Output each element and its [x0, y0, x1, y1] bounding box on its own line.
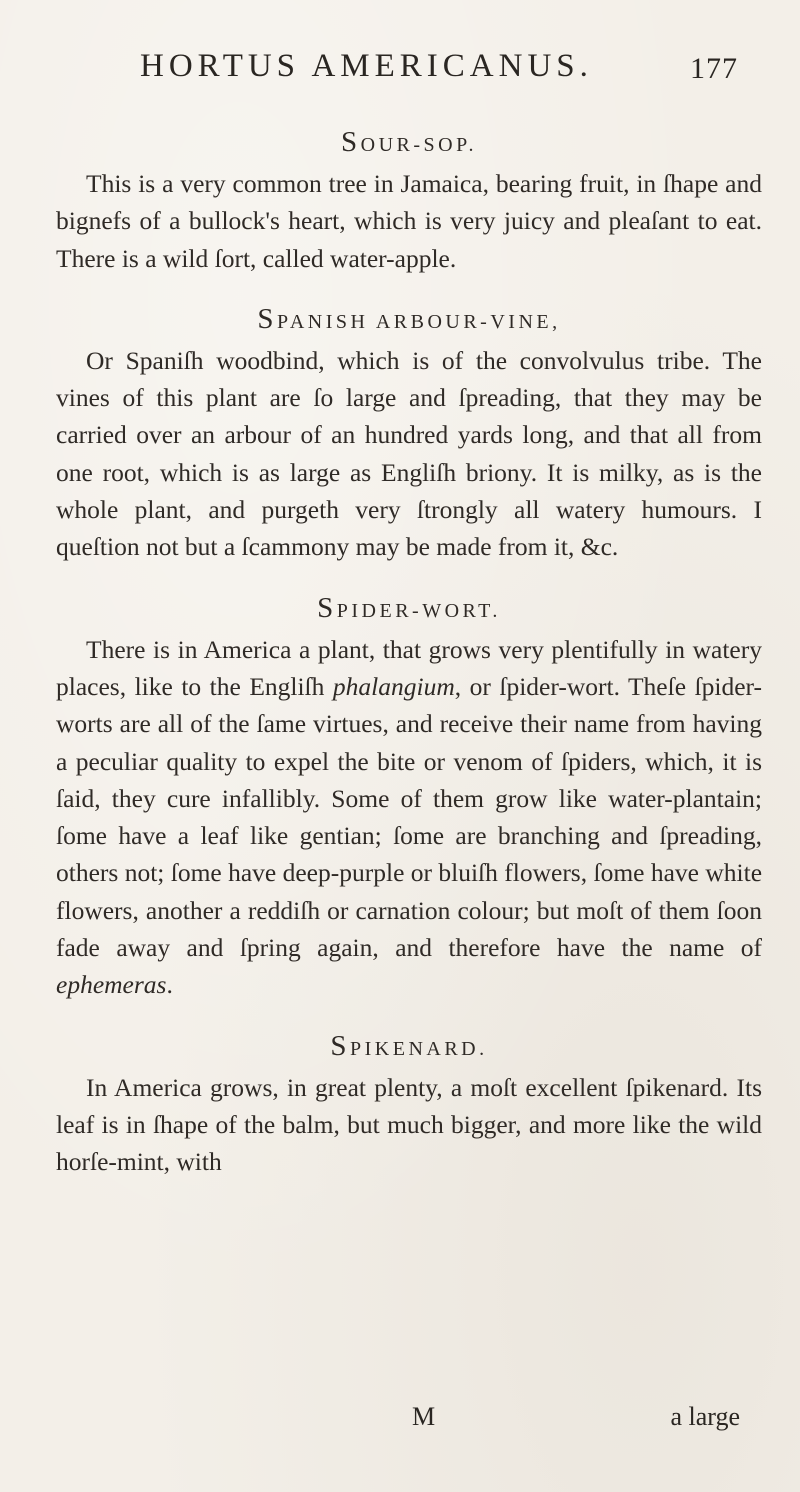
entry-heading-spider-wort: [56, 588, 762, 631]
page-header: [0, 48, 800, 98]
entry-body-sour-sop: This is a very common tree in Jamaica, bearing fruit, in ſhape and bignefs of a bullock's heart, which is very juicy and pleaſant to eat. There is a wild ſort, called water-apple.: [56, 169, 762, 273]
heading-initial: S: [257, 302, 278, 335]
catchword: a large: [670, 1402, 740, 1431]
entry-heading-sour-sop: [56, 122, 762, 165]
italic-term-ephemeras: ephemeras: [56, 970, 167, 1000]
heading-initial: S: [317, 591, 337, 624]
heading-initial: S: [330, 1029, 350, 1062]
body-text: , or ſpider-wort. Theſe ſpider-worts are all of the ſame virtues, and receive their name from having a peculiar quality to expel the bite or venom of ſpiders, which, it is ſaid, they cure infallibly. Some of them grow like water-plantain; ſome have a leaf like gentian; ſome are branching and ſpreading, others not; ſome have deep-purple or bluiſh flowers, ſome have white flowers, another a reddiſh or carnation colour; but moſt of them ſoon fade away and ſpring again, and therefore have the name of: [56, 671, 763, 963]
entry-body-spanish-arbour-vine: Or Spaniſh woodbind, which is of the convolvulus tribe. The vines of this plant are ſo large and ſpreading, that they may be carried over an arbour of an hundred yards long, and that all from one root, which is as large as Engliſh briony. It is milky, as is the whole plant, and purgeth very ſtrongly all watery humours. I queſtion not but a ſcammony may be made from it, &c.: [56, 345, 762, 562]
body-text: .: [166, 970, 173, 1000]
entry-body-spider-wort: [56, 631, 762, 1004]
entry-heading-spikenard: [56, 1026, 762, 1069]
heading-rest: PANISH ARBOUR-VINE,: [277, 310, 561, 333]
entry-heading-spanish-arbour-vine: [56, 299, 762, 342]
heading-rest: OUR-SOP.: [360, 134, 477, 156]
heading-initial: S: [341, 126, 361, 158]
heading-rest: PIKENARD.: [350, 1037, 488, 1060]
running-title: HORTUS AMERICANUS.: [140, 48, 593, 84]
italic-term-phalangium: phalangium: [332, 671, 455, 701]
page-content: [56, 118, 762, 1181]
signature-mark: M: [412, 1402, 436, 1431]
body-text: There is in America a plant, that grows very plentifully in watery places, like to the Engliſh: [56, 634, 762, 701]
entry-body-spikenard: In America grows, in great plenty, a moſt excellent ſpikenard. Its leaf is in ſhape of the balm, but much bigger, and more like the wild horſe-mint, with: [56, 1072, 762, 1177]
heading-rest: PIDER-WORT.: [336, 599, 501, 622]
page-footer: [0, 1402, 800, 1442]
page-number: 177: [690, 52, 738, 85]
